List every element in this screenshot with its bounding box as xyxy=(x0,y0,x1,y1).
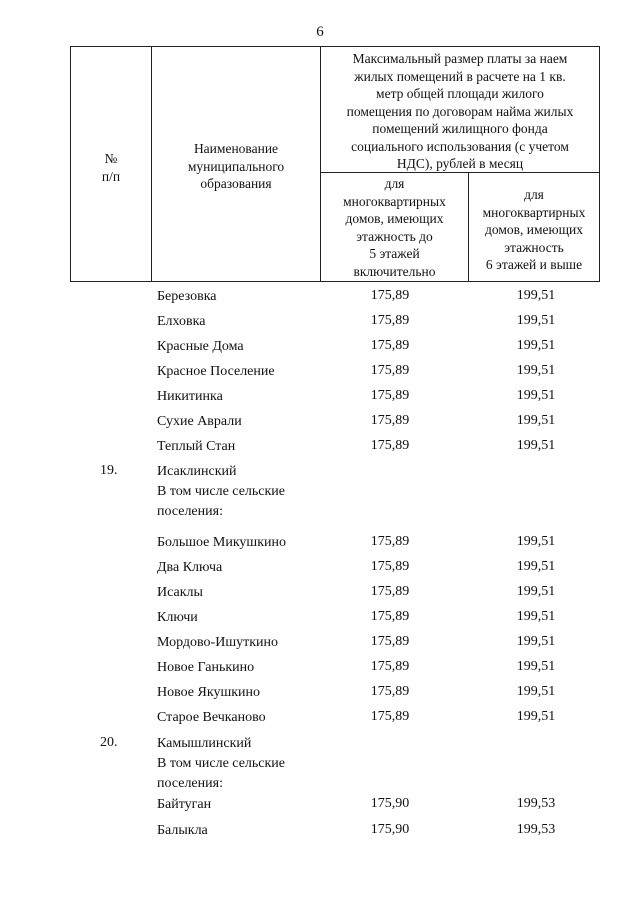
value-6-floors-and-above: 199,51 xyxy=(516,634,556,649)
municipality-name: Камышлинский В том числе сельские поселения: xyxy=(157,736,286,791)
municipality-name: Новое Якушкино xyxy=(157,685,261,700)
value-6-floors-and-above: 199,51 xyxy=(516,438,556,453)
header-col2-label: для многоквартирных домов, имеющих этажность 6 этажей и выше xyxy=(482,187,586,272)
municipality-name: Никитинка xyxy=(157,389,223,404)
header-num-label: № п/п xyxy=(101,151,121,184)
value-up-to-5-floors: 175,89 xyxy=(370,313,410,328)
value-6-floors-and-above: 199,51 xyxy=(516,338,556,353)
value-up-to-5-floors: 175,89 xyxy=(370,709,410,724)
header-col1-label: для многоквартирных домов, имеющих этажность до 5 этажей включительно xyxy=(343,176,446,279)
value-up-to-5-floors: 175,89 xyxy=(370,288,410,303)
value-6-floors-and-above: 199,51 xyxy=(516,709,556,724)
value-up-to-5-floors: 175,89 xyxy=(370,684,410,699)
value-up-to-5-floors: 175,89 xyxy=(370,609,410,624)
value-6-floors-and-above: 199,51 xyxy=(516,584,556,599)
header-group-label: Максимальный размер платы за наем жилых помещений в расчете на 1 кв. метр общей площади жилого помещения по договорам найма жилых помещений жилищного фонда социального использования (с учетом НДС), рублей в месяц xyxy=(346,51,574,171)
value-6-floors-and-above: 199,53 xyxy=(516,822,556,837)
value-6-floors-and-above: 199,51 xyxy=(516,363,556,378)
municipality-name: Исаклинский В том числе сельские поселения: xyxy=(157,464,286,519)
value-up-to-5-floors: 175,89 xyxy=(370,634,410,649)
page-number: 6 xyxy=(316,24,324,40)
value-6-floors-and-above: 199,51 xyxy=(516,659,556,674)
value-up-to-5-floors: 175,89 xyxy=(370,413,410,428)
municipality-name: Елховка xyxy=(157,314,206,329)
municipality-name: Теплый Стан xyxy=(157,439,236,454)
row-number: 19. xyxy=(100,463,118,478)
municipality-name: Исаклы xyxy=(157,585,203,600)
municipality-name: Сухие Аврали xyxy=(157,414,242,429)
value-6-floors-and-above: 199,51 xyxy=(516,288,556,303)
municipality-name: Большое Микушкино xyxy=(157,535,287,550)
value-up-to-5-floors: 175,90 xyxy=(370,822,410,837)
municipality-name: Старое Вечканово xyxy=(157,710,266,725)
municipality-name: Байтуган xyxy=(157,797,212,812)
value-up-to-5-floors: 175,89 xyxy=(370,559,410,574)
value-6-floors-and-above: 199,51 xyxy=(516,684,556,699)
municipality-name: Два Ключа xyxy=(157,560,223,575)
value-up-to-5-floors: 175,89 xyxy=(370,363,410,378)
municipality-name: Мордово-Ишуткино xyxy=(157,635,279,650)
value-6-floors-and-above: 199,51 xyxy=(516,413,556,428)
value-6-floors-and-above: 199,51 xyxy=(516,559,556,574)
municipality-name: Ключи xyxy=(157,610,198,625)
value-6-floors-and-above: 199,51 xyxy=(516,534,556,549)
value-up-to-5-floors: 175,89 xyxy=(370,438,410,453)
row-number: 20. xyxy=(100,735,118,750)
value-up-to-5-floors: 175,89 xyxy=(370,338,410,353)
value-up-to-5-floors: 175,90 xyxy=(370,796,410,811)
municipality-name: Березовка xyxy=(157,289,217,304)
municipality-name: Красное Поселение xyxy=(157,364,275,379)
municipality-name: Красные Дома xyxy=(157,339,244,354)
value-up-to-5-floors: 175,89 xyxy=(370,659,410,674)
value-up-to-5-floors: 175,89 xyxy=(370,584,410,599)
value-6-floors-and-above: 199,53 xyxy=(516,796,556,811)
header-name-label: Наименование муниципального образования xyxy=(187,141,285,191)
value-up-to-5-floors: 175,89 xyxy=(370,388,410,403)
value-6-floors-and-above: 199,51 xyxy=(516,609,556,624)
municipality-name: Балыкла xyxy=(157,823,208,838)
value-6-floors-and-above: 199,51 xyxy=(516,313,556,328)
value-up-to-5-floors: 175,89 xyxy=(370,534,410,549)
value-6-floors-and-above: 199,51 xyxy=(516,388,556,403)
municipality-name: Новое Ганькино xyxy=(157,660,255,675)
